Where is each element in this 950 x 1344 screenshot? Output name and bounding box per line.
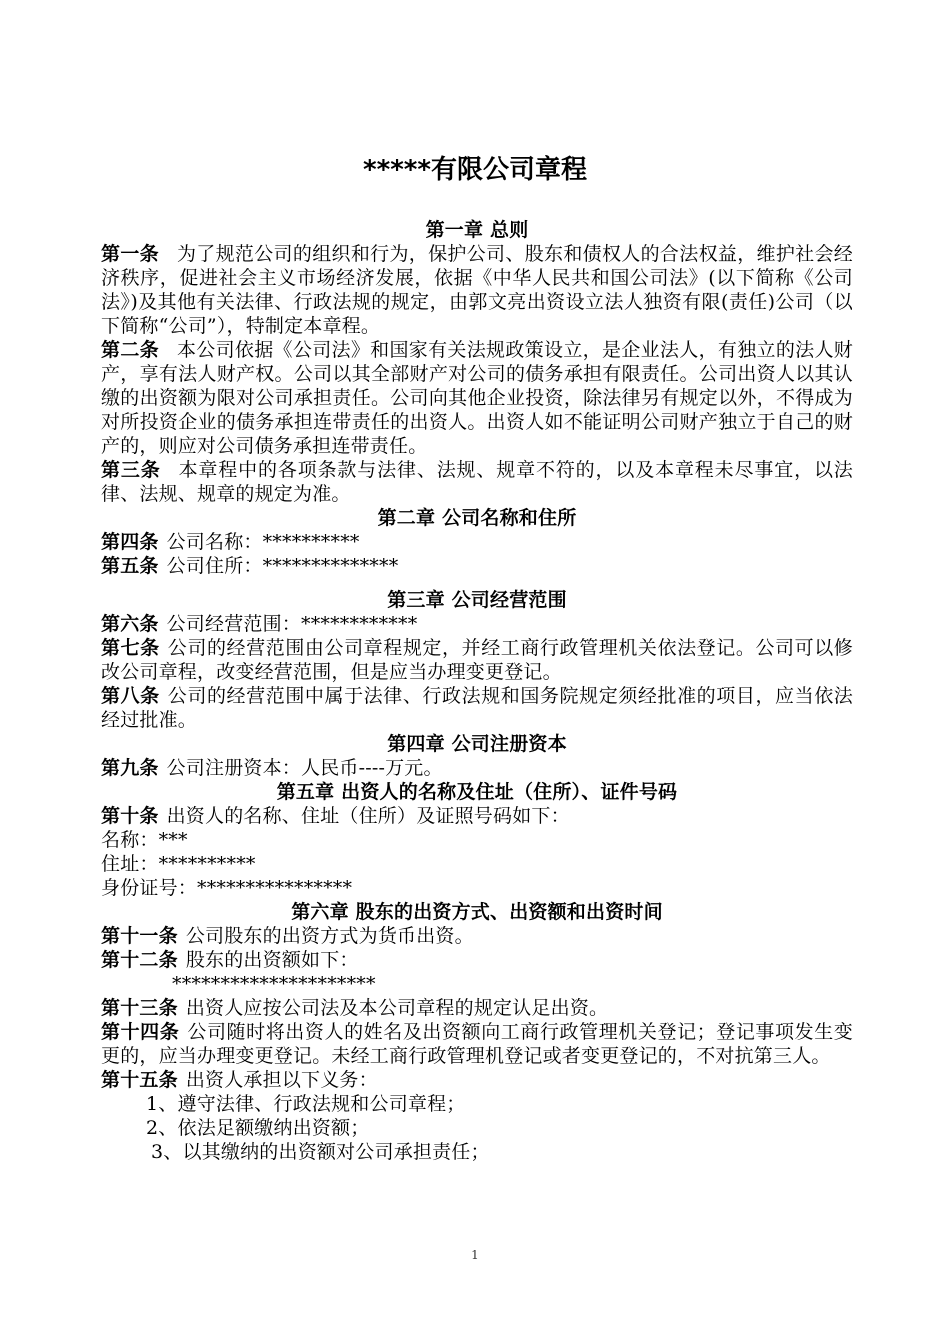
- article: [101, 458, 853, 506]
- investor-name: 名称：***: [101, 829, 188, 851]
- chapter-heading: 第二章 公司名称和住所: [377, 507, 577, 529]
- article: [101, 924, 853, 948]
- article-number: 第十一条: [101, 925, 178, 947]
- article-number: 第七条: [101, 637, 160, 659]
- article-text: 出资人应按公司法及本公司章程的规定认足出资。: [185, 997, 609, 1019]
- obligation-item: 3、以其缴纳的出资额对公司承担责任；: [151, 1141, 490, 1163]
- article: [101, 612, 853, 636]
- article: [101, 1068, 853, 1092]
- article: [101, 948, 853, 972]
- chapter-heading: 第四章 公司注册资本: [387, 733, 567, 755]
- obligation-item: 2、依法足额缴纳出资额；: [146, 1117, 370, 1139]
- article-text: 公司住所：**************: [166, 555, 399, 577]
- article-text: 公司的经营范围中属于法律、行政法规和国务院规定须经批准的项目，应当依法经过批准。: [101, 685, 853, 731]
- article-text: 本公司依据《公司法》和国家有关法规政策设立，是企业法人，有独立的法人财产，享有法人财产权。公司以其全部财产对公司的债务承担有限责任。公司出资人以其认缴的出资额为限对公司承担责任。公司向其他企业投资，除法律另有规定以外，不得成为对所投资企业的债务承担连带责任的出资人。出资人如不能证明公司财产独立于自己的财产的，则应对公司债务承担连带责任。: [101, 339, 853, 457]
- article-number: 第十三条: [101, 997, 178, 1019]
- article: [101, 242, 853, 338]
- article-text: 公司经营范围：************: [166, 613, 418, 635]
- article: [101, 554, 853, 578]
- article-number: 第六条: [101, 613, 159, 635]
- article-number: 第三条: [101, 459, 161, 481]
- article-text: 公司的经营范围由公司章程规定，并经工商行政管理机关依法登记。公司可以修改公司章程，改变经营范围，但是应当办理变更登记。: [101, 637, 853, 683]
- document-body: [101, 218, 853, 1164]
- article-text: 出资人承担以下义务：: [185, 1069, 378, 1091]
- article-text: 本章程中的各项条款与法律、法规、规章不符的，以及本章程未尽事宜，以法律、法规、规章的规定为准。: [101, 459, 853, 505]
- article-number: 第十二条: [101, 949, 178, 971]
- article-number: 第二条: [101, 339, 159, 361]
- obligation-item: 1、遵守法律、行政法规和公司章程；: [146, 1093, 466, 1115]
- article-text: 公司注册资本：人民币----万元。: [166, 757, 443, 779]
- article-number: 第十条: [101, 805, 159, 827]
- article-number: 第十五条: [101, 1069, 178, 1091]
- article-number: 第五条: [101, 555, 159, 577]
- article: [101, 530, 853, 554]
- article-number: 第四条: [101, 531, 159, 553]
- document-title: *****有限公司章程: [363, 155, 587, 185]
- investor-address: 住址：**********: [101, 853, 256, 875]
- article-text: 公司股东的出资方式为货币出资。: [185, 925, 474, 947]
- article: [101, 804, 853, 828]
- article-number: 第九条: [101, 757, 159, 779]
- article-text: 为了规范公司的组织和行为，保护公司、股东和债权人的合法权益，维护社会经济秩序，促进社会主义市场经济发展，依据《中华人民共和国公司法》(以下简称《公司法》)及其他有关法律、行政法规的规定，由郭文亮出资设立法人独资有限(责任)公司（以下简称“公司”），特制定本章程。: [101, 243, 853, 337]
- chapter-heading: 第五章 出资人的名称及住址（住所）、证件号码: [276, 781, 678, 803]
- article: [101, 636, 853, 684]
- investor-id-number: 身份证号：****************: [101, 877, 353, 899]
- chapter-heading: 第一章 总则: [425, 219, 529, 241]
- article: [101, 1020, 853, 1068]
- contribution-amount: *********************: [172, 973, 376, 995]
- page-number: 1: [471, 1248, 479, 1262]
- article: [101, 996, 853, 1020]
- chapter-heading: 第六章 股东的出资方式、出资额和出资时间: [291, 901, 663, 923]
- article-text: 股东的出资额如下：: [185, 949, 359, 971]
- article-text: 出资人的名称、住址（住所）及证照号码如下：: [166, 805, 570, 827]
- article: [101, 756, 853, 780]
- article-text: 公司名称：**********: [166, 531, 360, 553]
- article: [101, 338, 853, 458]
- chapter-heading: 第三章 公司经营范围: [387, 589, 567, 611]
- article-number: 第八条: [101, 685, 160, 707]
- article-text: 公司随时将出资人的姓名及出资额向工商行政管理机关登记；登记事项发生变更的，应当办理变更登记。未经工商行政管理机登记或者变更登记的，不对抗第三人。: [101, 1021, 853, 1067]
- article-number: 第十四条: [101, 1021, 180, 1043]
- article-number: 第一条: [101, 243, 159, 265]
- article: [101, 684, 853, 732]
